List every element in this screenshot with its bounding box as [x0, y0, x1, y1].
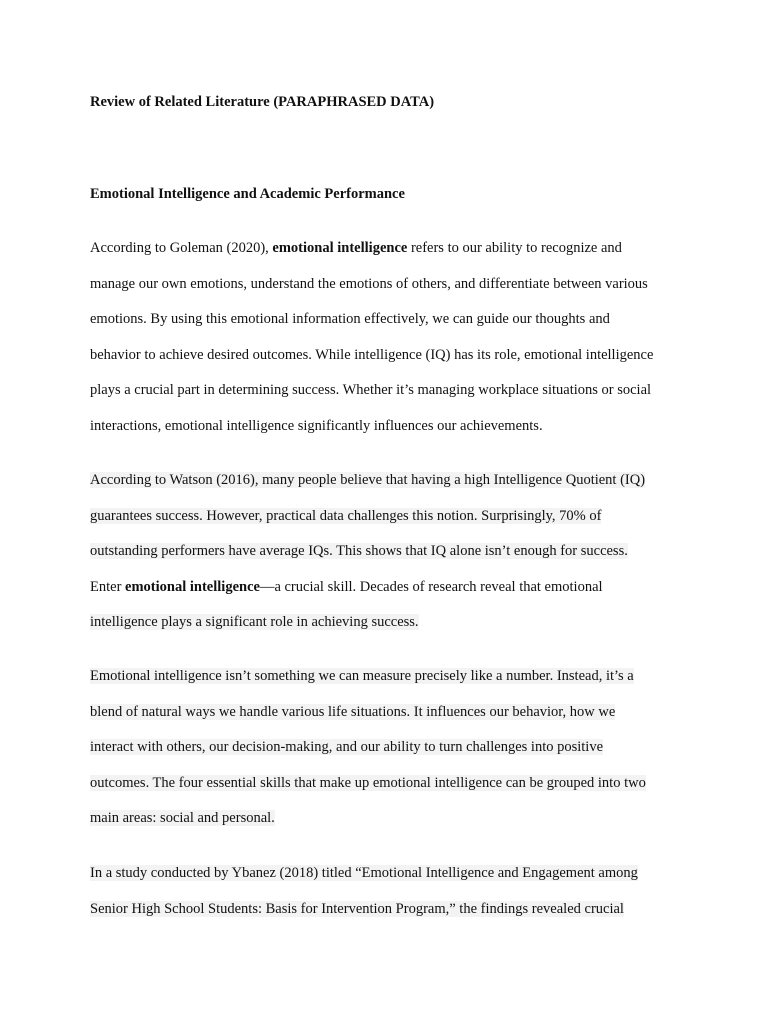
section-heading: Emotional Intelligence and Academic Performance — [90, 186, 405, 202]
paragraph-line: Emotional intelligence isn’t something we can measure precisely like a number. Instead, it’s a — [90, 668, 634, 684]
paragraph-line: emotions. By using this emotional information effectively, we can guide our thoughts and — [90, 311, 610, 327]
paragraph-line: intelligence plays a significant role in achieving success. — [90, 614, 419, 630]
paragraph-line: outcomes. The four essential skills that make up emotional intelligence can be grouped into two — [90, 774, 646, 791]
paragraph-ybanez — [90, 862, 690, 933]
paragraph-line: According to Goleman (2020), emotional intelligence refers to our ability to recognize and — [90, 240, 622, 256]
paragraph-line: outstanding performers have average IQs. This shows that IQ alone isn’t enough for success. — [90, 543, 628, 559]
paragraph-watson — [90, 469, 690, 647]
paragraph-line: Enter emotional intelligence—a crucial skill. Decades of research reveal that emotional — [90, 578, 603, 595]
paragraph-line: manage our own emotions, understand the emotions of others, and differentiate between various — [90, 275, 648, 292]
paragraph-line: Senior High School Students: Basis for Intervention Program,” the findings revealed crucial — [90, 900, 624, 917]
paragraph-ei-skills — [90, 665, 690, 843]
paragraph-line: main areas: social and personal. — [90, 810, 275, 826]
emphasis-term: emotional intelligence — [272, 240, 408, 256]
paragraph-line: blend of natural ways we handle various life situations. It influences our behavior, how we — [90, 703, 616, 720]
document-title: Review of Related Literature (PARAPHRASED DATA) — [90, 94, 435, 110]
paragraph-line: guarantees success. However, practical data challenges this notion. Surprisingly, 70% of — [90, 507, 602, 524]
paragraph-line: plays a crucial part in determining success. Whether it’s managing workplace situations or social — [90, 382, 652, 398]
paragraph-line: According to Watson (2016), many people believe that having a high Intelligence Quotient (IQ) — [90, 472, 646, 488]
paragraph-line: In a study conducted by Ybanez (2018) titled “Emotional Intelligence and Engagement among — [90, 865, 638, 881]
emphasis-term: emotional intelligence — [125, 578, 260, 595]
paragraph-line: behavior to achieve desired outcomes. While intelligence (IQ) has its role, emotional intelligence — [90, 346, 654, 363]
paragraph-line: interactions, emotional intelligence significantly influences our achievements. — [90, 417, 543, 434]
paragraph-goleman — [90, 237, 690, 450]
paragraph-line: interact with others, our decision-making, and our ability to turn challenges into positive — [90, 739, 604, 755]
